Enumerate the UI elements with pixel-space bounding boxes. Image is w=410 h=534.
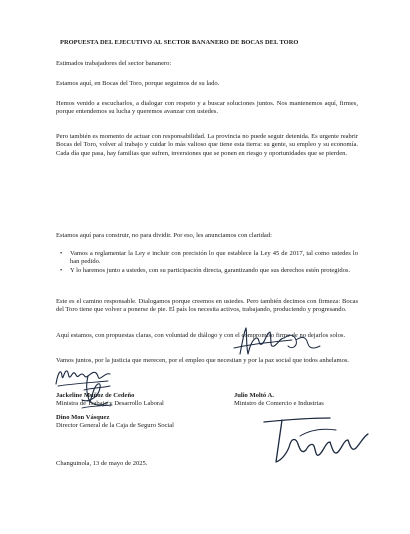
paragraph-3: Pero también es momento de actuar con responsabilidad. La provincia no puede seguir detenida. Es urgente reabrir Bocas del Toro, volver al trabajo y cuidar lo más valioso que tiene esta tierra: su gente, su empleo y su economía. Cada día que pasa, hay familias que sufren, inversiones que se ponen en riesgo y oportunidades que se pierden. [56,133,358,157]
bullet-icon: • [60,266,63,274]
signatory-role: Director General de la Caja de Seguro Social [56,422,174,429]
signatory-role: Ministra de Trabajo y Desarrollo Laboral [56,400,164,407]
greeting: Estimados trabajadores del sector bananero: [56,60,172,67]
paragraph-6: Aquí estamos, con propuestas claras, con voluntad de diálogo y con el compromiso firme de no dejarlos solos. [56,332,346,339]
paragraph-4: Estamos aquí para construir, no para dividir. Por eso, les anunciamos con claridad: [56,232,272,239]
list-item [56,267,358,275]
bullet-icon: • [60,250,63,257]
signatory-name: Dino Mon Vásquez [56,414,110,421]
commitment-list [56,250,358,275]
signature-molto [232,324,322,364]
paragraph-7: Vamos juntos, por la justicia que merecen, por el empleo que necesitan y por la paz social que todos anhelamos. [56,357,350,364]
list-item-text: Y lo haremos junto a ustedes, con su participación directa, garantizando que sus derechos estén protegidos. [70,266,351,274]
signatory-name: Julio Moltó A. [234,392,274,399]
paragraph-1: Estamos aquí, en Bocas del Toro, porque seguimos de su lado. [56,80,220,87]
document-title: PROPUESTA DEL EJECUTIVO AL SECTOR BANANERO DE BOCAS DEL TORO [60,39,299,46]
list-item [56,250,358,267]
signatory-name: Jackeline Muñoz de Cedeño [56,392,135,399]
paragraph-5: Este es el camino responsable. Dialogamos porque creemos en ustedes. Pero también decimos con firmeza: Bocas del Toro tiene que volver a ponerse de pie. El país los necesita activos, trabajando, produciendo y progresando. [56,298,358,314]
list-item-text: Vamos a reglamentar la Ley e incluir con precisión lo que establece la Ley 45 de 2017, tal como ustedes lo han pedido. [70,250,358,266]
paragraph-2: Hemos venido a escucharlos, a dialogar con respeto y a buscar soluciones juntos. Nos mantenemos aquí, firmes, porque entendemos su lucha y queremos avanzar con ustedes. [56,100,358,116]
signatory-role: Ministro de Comercio e Industrias [234,400,324,407]
place-date: Changuinola, 13 de mayo de 2025. [56,460,148,467]
